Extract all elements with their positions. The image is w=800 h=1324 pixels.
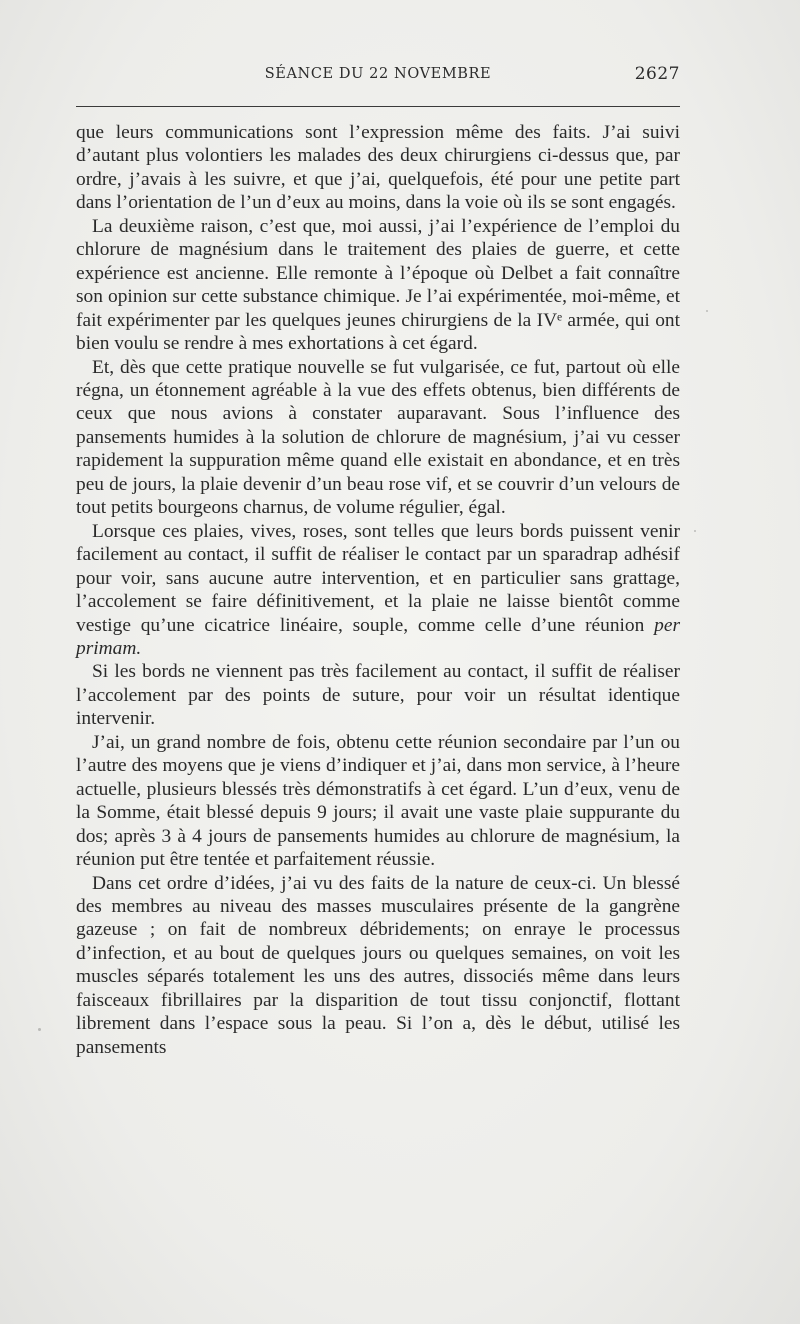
page-header [76,66,680,90]
paragraph-4 [76,520,680,661]
paragraph-5 [76,660,680,730]
paragraph-6 [76,731,680,872]
paragraph-3 [76,356,680,520]
paper-speck [706,310,708,312]
paragraph-4-text: Lorsque ces plaies, vives, roses, sont telles que leurs bords puissent venir facilement au contact, il suffit de réaliser le contact par un sparadrap adhésif pour voir, sans aucune autre intervention, et en particulier sans grattage, l’accolement se faire définitivement, et la plaie ne laisse bientôt comme vestige qu’une cicatrice linéaire, souple, comme celle d’une réunion [76,520,680,636]
paper-speck [694,530,696,532]
paragraph-7 [76,872,680,1060]
paragraph-3-text: Et, dès que cette pratique nouvelle se fut vulgarisée, ce fut, partout où elle régna, un étonnement agréable à la vue des effets obtenus, bien différents de ceux que nous avions à constater auparavant. Sous l’influence des pansements humides à la solution de chlorure de magnésium, j’ai vu cesser rapidement la suppuration même quand elle existait en abondance, et en très peu de jours, la plaie devenir d’un beau rose vif, et se couvrir d’un velours de tout petits bourgeons charnus, de volume régulier, égal. [76,356,680,519]
body-text [76,121,680,1059]
running-title: SÉANCE DU 22 NOVEMBRE [264,66,492,82]
paragraph-2-text: La deuxième raison, c’est que, moi aussi, j’ai l’expérience de l’emploi du chlorure de magnésium dans le traitement des plaies de guerre, et cette expérience est ancienne. Elle remonte à l’époque où Delbet a fait connaître son opinion sur cette substance chimique. Je l’ai expérimentée, moi-même, et fait expérimenter par les quelques jeunes chirurgiens de la IVᵉ armée, qui ont bien voulu se rendre à mes exhortations à cet égard. [76,215,680,355]
paper-speck [38,1028,41,1031]
paragraph-4-latin-phrase: per primam. [76,614,680,659]
paragraph-5-text: Si les bords ne viennent pas très facilement au contact, il suffit de réaliser l’accolement par des points de suture, pour voir un résultat identique intervenir. [76,661,680,730]
paragraph-6-text: J’ai, un grand nombre de fois, obtenu cette réunion secondaire par l’un ou l’autre des moyens que je viens d’indiquer et j’ai, dans mon service, à l’heure actuelle, plusieurs blessés très démonstratifs à cet égard. L’un d’eux, venu de la Somme, était blessé depuis 9 jours; il avait une vaste plaie suppurante du dos; après 3 à 4 jours de pansements humides au chlorure de magnésium, la réunion put être tentée et parfaitement réussie. [76,731,680,871]
page-number: 2627 [634,64,680,84]
paragraph-2 [76,215,680,356]
paragraph-7-text: Dans cet ordre d’idées, j’ai vu des faits de la nature de ceux-ci. Un blessé des membres au niveau des masses musculaires présente de la gangrène gazeuse ; on fait de nombreux débridements; on enraye le processus d’infection, et au bout de quelques jours ou quelques semaines, on voit les muscles séparés totalement les uns des autres, dissociés même dans leurs faisceaux fibrillaires par la disparition de tout tissu conjonctif, flottant librement dans l’espace sous la peau. Si l’on a, dès le début, utilisé les pansements [76,872,680,1058]
header-rule [76,106,680,107]
paragraph-1 [76,121,680,215]
paragraph-1-text: que leurs communications sont l’expression même des faits. J’ai suivi d’autant plus volontiers les malades des deux chirurgiens ci-dessus que, par ordre, j’avais à les suivre, et que j’ai, quelquefois, été pour une petite part dans l’orientation de l’un d’eux au moins, dans la voie où ils se sont engagés. [76,122,680,214]
